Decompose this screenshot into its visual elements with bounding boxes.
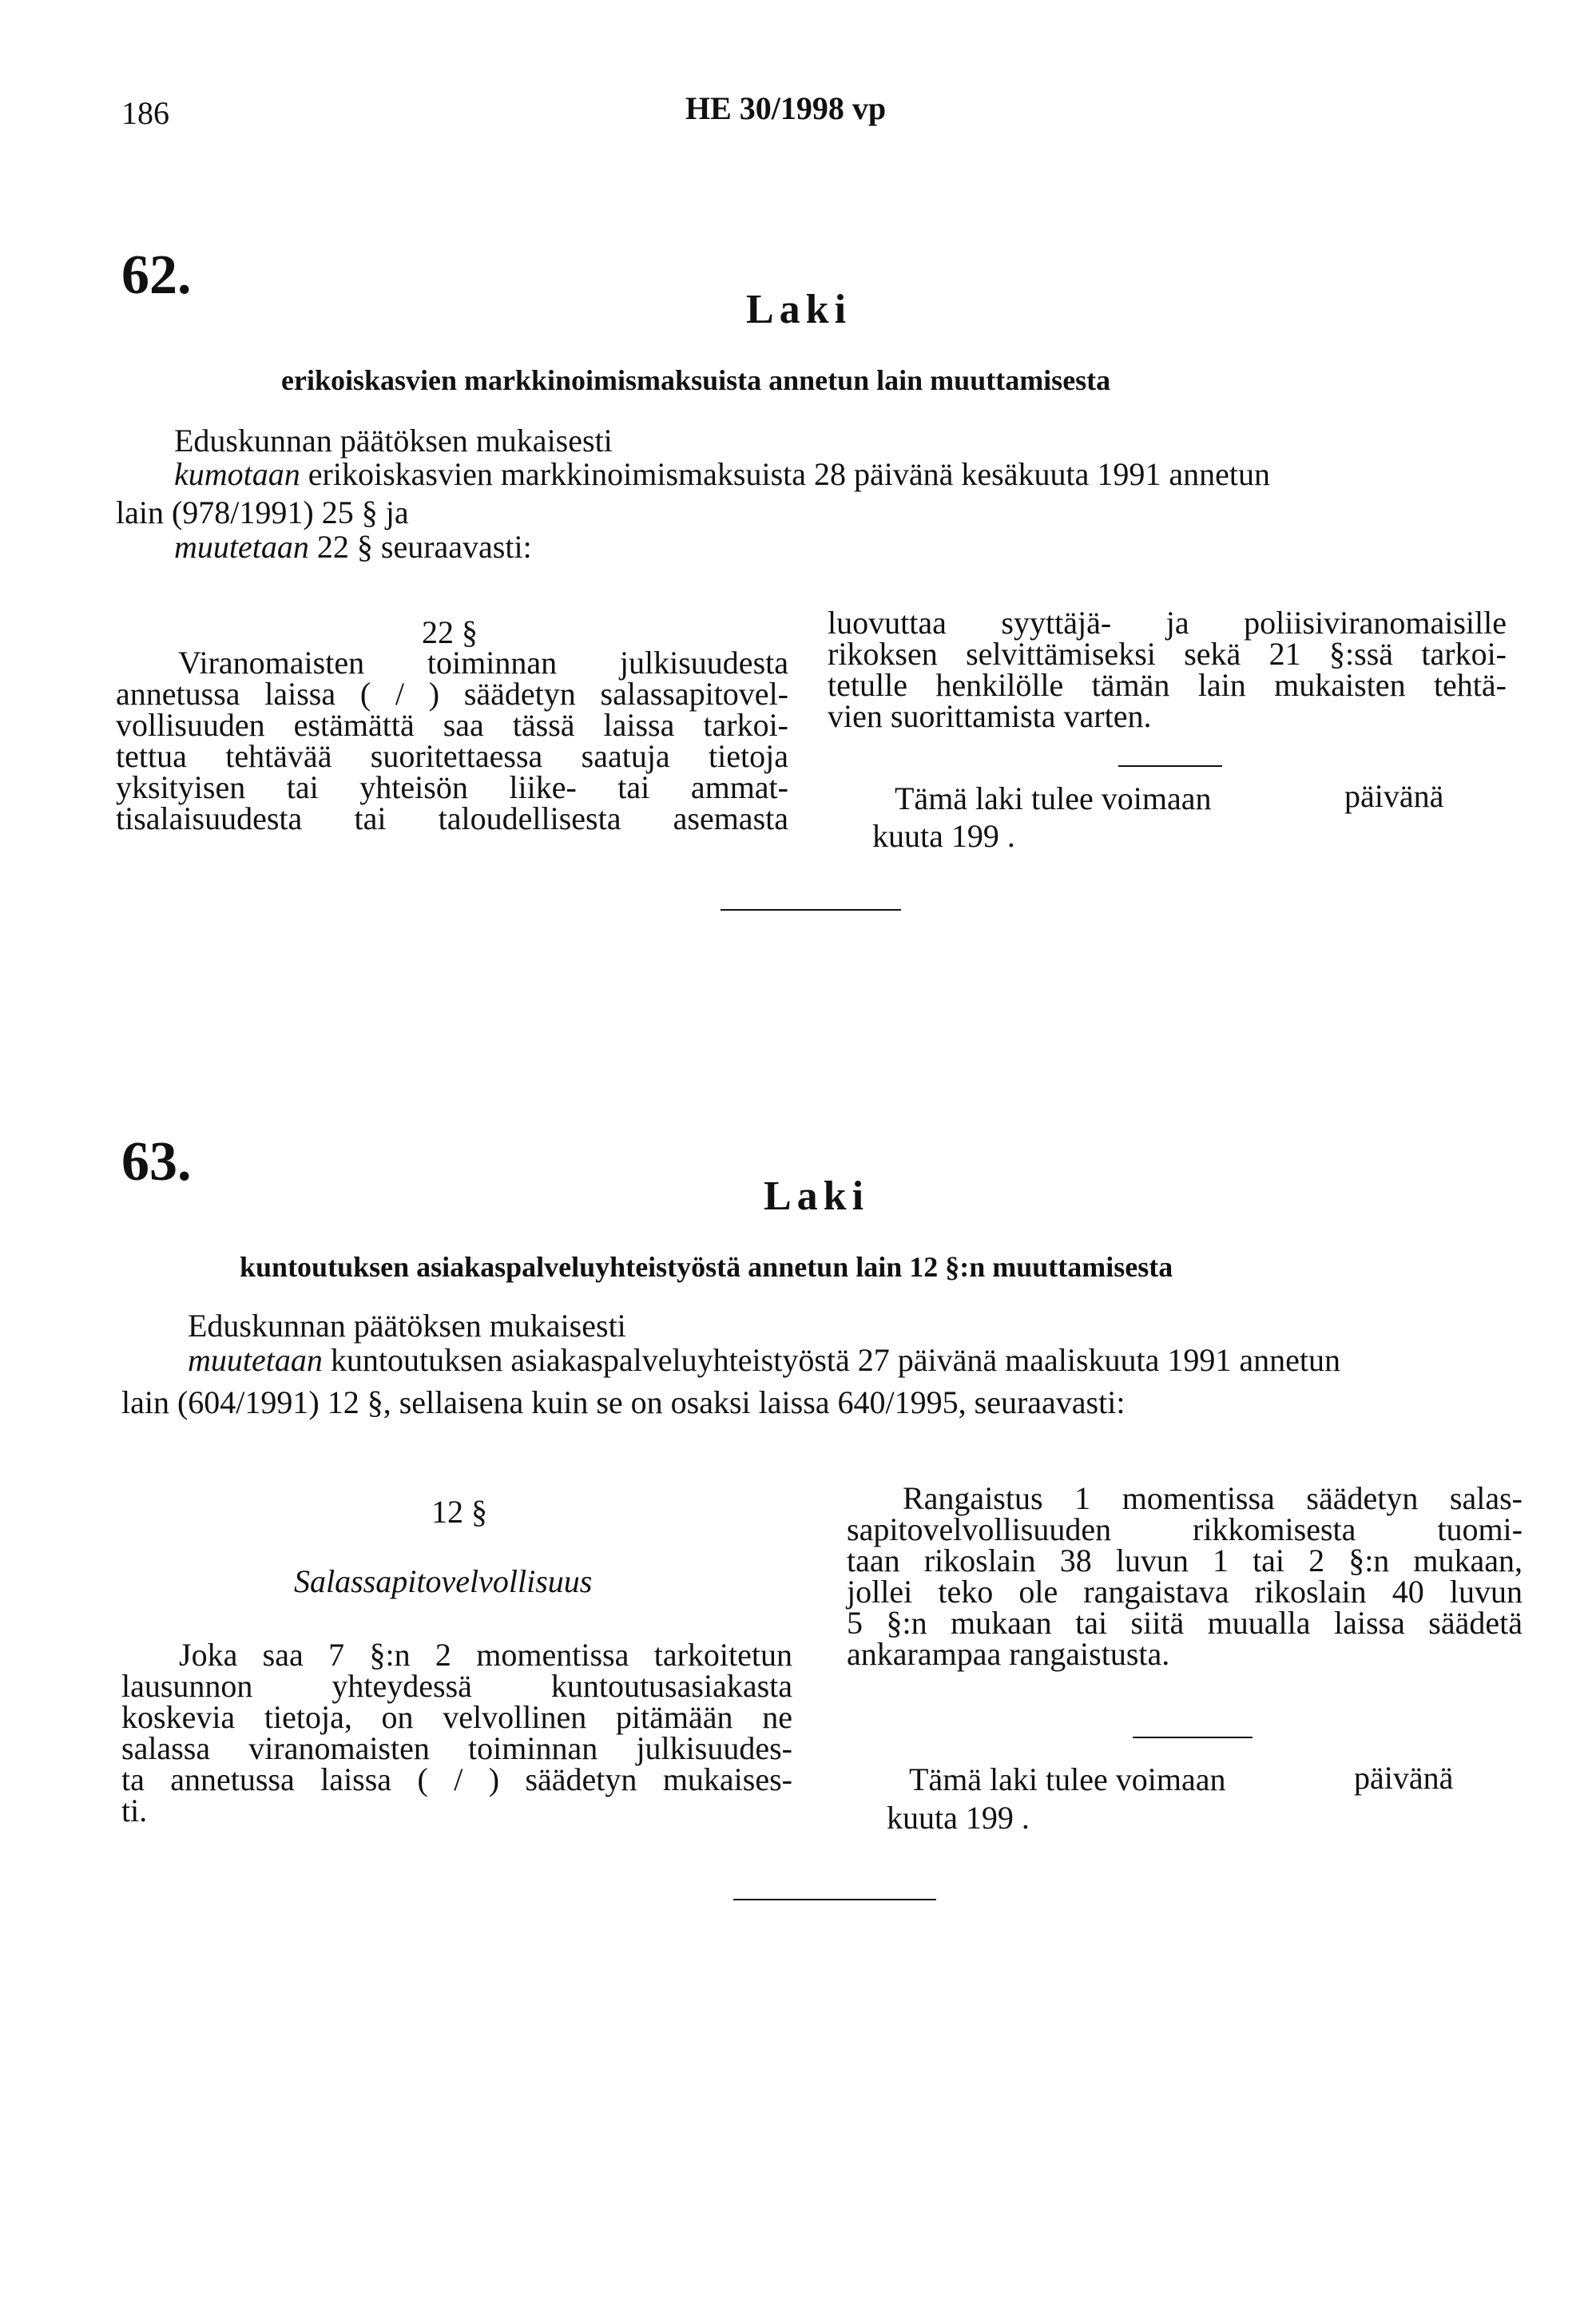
entry-into-force-day: päivänä <box>1354 1760 1454 1796</box>
amend-line <box>174 531 532 563</box>
text-line: tettua tehtävää suoritettaessa saatuja tietoja <box>116 738 788 774</box>
divider <box>1118 765 1222 767</box>
right-column <box>828 607 1507 732</box>
section-end-divider <box>733 1899 936 1900</box>
text-line: ta annetussa laissa ( / ) säädetyn mukaises- <box>121 1761 792 1797</box>
repeal-line <box>174 456 1270 492</box>
divider <box>1133 1737 1253 1738</box>
text-line: vien suorittamista varten. <box>828 698 1152 734</box>
text-line: luovuttaa syyttäjä- ja poliisiviranomaisille <box>828 605 1507 641</box>
paragraph-heading: Salassapitovelvollisuus <box>294 1563 593 1599</box>
amend-text: kuntoutuksen asiakaspalveluyhteistyöstä 27 päivänä maaliskuuta 1991 annetun <box>322 1342 1341 1378</box>
law-reference-line: lain (978/1991) 25 § ja <box>116 494 409 530</box>
text-line: Rangaistus 1 momentissa säädetyn salas- <box>903 1480 1523 1516</box>
paragraph-title: 12 § <box>431 1494 487 1530</box>
text-line: yksityisen tai yhteisön liike- tai ammat- <box>116 769 788 805</box>
law-heading: Laki <box>764 1173 870 1219</box>
left-column <box>116 647 788 834</box>
text-line: sapitovelvollisuuden rikkomisesta tuomi- <box>847 1511 1523 1547</box>
entry-into-force-day: päivänä <box>1344 778 1444 814</box>
text-line: Viranomaisten toiminnan julkisuudesta <box>178 645 788 681</box>
text-line: vollisuuden estämättä saa tässä laissa tarkoi- <box>116 707 788 743</box>
intro-line: Eduskunnan päätöksen mukaisesti <box>188 1308 626 1344</box>
repeal-text: erikoiskasvien markkinoimismaksuista 28 päivänä kesäkuuta 1991 annetun <box>300 456 1270 492</box>
document-id: HE 30/1998 vp <box>685 90 887 126</box>
law-subtitle: erikoiskasvien markkinoimismaksuista annetun lain muuttamisesta <box>281 364 1111 396</box>
amend-line <box>188 1344 1340 1376</box>
text-line: annetussa laissa ( / ) säädetyn salassapitovel- <box>116 676 788 712</box>
text-line: rikoksen selvittämiseksi sekä 21 §:ssä tarkoi- <box>828 636 1507 672</box>
text-line: tisalaisuudesta tai taloudellisesta asemasta <box>116 800 788 836</box>
text-line: Joka saa 7 §:n 2 momentissa tarkoitetun <box>179 1637 792 1673</box>
entry-into-force: Tämä laki tulee voimaan <box>895 780 1212 816</box>
paragraph-title: 22 § <box>422 614 478 650</box>
text-line: ankarampaa rangaistusta. <box>847 1636 1170 1672</box>
section-end-divider <box>721 909 901 911</box>
text-line: salassa viranomaisten toiminnan julkisuudes- <box>121 1730 792 1766</box>
section-number: 62. <box>121 244 192 306</box>
amend-keyword: muutetaan <box>188 1342 323 1378</box>
entry-into-force-month: kuuta 199 . <box>887 1800 1030 1836</box>
page-number: 186 <box>121 95 169 131</box>
text-line: taan rikoslain 38 luvun 1 tai 2 §:n mukaan, <box>847 1543 1523 1578</box>
law-subtitle: kuntoutuksen asiakaspalveluyhteistyöstä annetun lain 12 §:n muuttamisesta <box>240 1251 1173 1283</box>
section-number: 63. <box>121 1131 192 1193</box>
right-column <box>847 1480 1523 1672</box>
intro-line: Eduskunnan päätöksen mukaisesti <box>174 423 613 459</box>
law-reference-line: lain (604/1991) 12 §, sellaisena kuin se on osaksi laissa 640/1995, seuraavasti: <box>121 1384 1126 1420</box>
text-line: 5 §:n mukaan tai siitä muualla laissa säädetä <box>847 1605 1523 1641</box>
text-line: ti. <box>121 1793 148 1828</box>
text-line: tetulle henkilölle tämän lain mukaisten tehtä- <box>828 667 1507 703</box>
text-line: jollei teko ole rangaistava rikoslain 40 luvun <box>847 1574 1523 1610</box>
repeal-keyword: kumotaan <box>174 456 300 492</box>
amend-keyword: muutetaan <box>174 529 309 565</box>
amend-text: 22 § seuraavasti: <box>308 529 532 565</box>
law-heading: Laki <box>746 287 852 332</box>
entry-into-force: Tämä laki tulee voimaan <box>909 1761 1226 1797</box>
left-column <box>121 1639 792 1826</box>
entry-into-force-month: kuuta 199 . <box>872 818 1015 854</box>
text-line: koskevia tietoja, on velvollinen pitämään ne <box>121 1699 792 1735</box>
text-line: lausunnon yhteydessä kuntoutusasiakasta <box>121 1668 792 1704</box>
